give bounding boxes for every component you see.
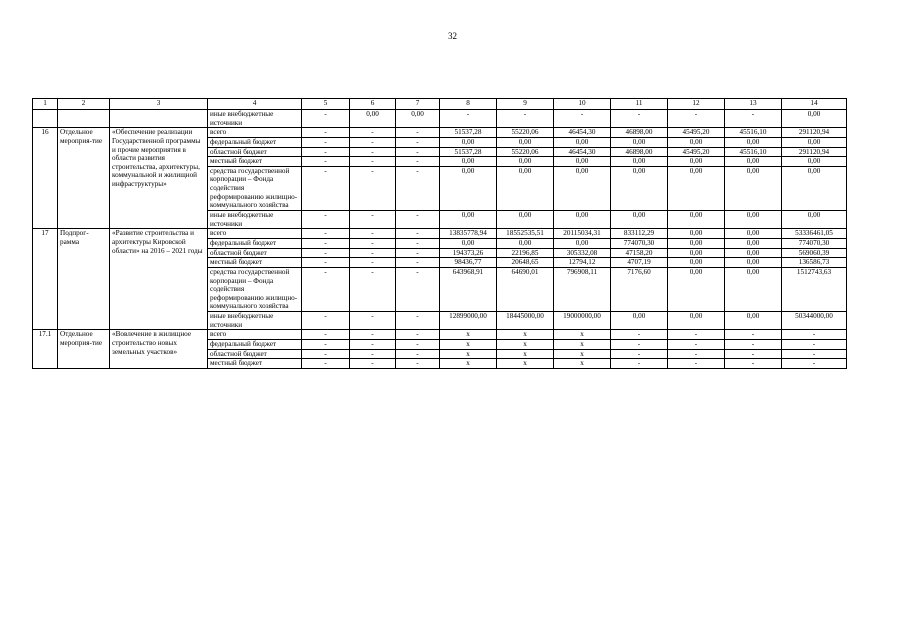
funding-source-cell: всего bbox=[208, 330, 302, 340]
value-cell: 98436,77 bbox=[440, 258, 497, 268]
value-cell: - bbox=[396, 340, 440, 350]
value-cell: 0,00 bbox=[782, 137, 847, 147]
value-cell: 0,00 bbox=[554, 211, 611, 229]
value-cell: 55220,06 bbox=[497, 147, 554, 157]
value-cell: - bbox=[302, 330, 350, 340]
value-cell: - bbox=[350, 128, 396, 138]
value-cell: - bbox=[302, 349, 350, 359]
value-cell: 0,00 bbox=[440, 238, 497, 248]
value-cell: 0,00 bbox=[611, 211, 668, 229]
funding-source-cell: иные внебюджетные источники bbox=[208, 312, 302, 330]
value-cell: 46898,00 bbox=[611, 147, 668, 157]
value-cell: x bbox=[554, 359, 611, 369]
value-cell: - bbox=[350, 248, 396, 258]
value-cell: x bbox=[440, 349, 497, 359]
value-cell: - bbox=[302, 248, 350, 258]
value-cell: - bbox=[350, 359, 396, 369]
value-cell: 0,00 bbox=[668, 229, 725, 239]
value-cell: 0,00 bbox=[668, 267, 725, 311]
funding-source-cell: иные внебюджетные источники bbox=[208, 211, 302, 229]
value-cell: - bbox=[725, 110, 782, 128]
value-cell: 0,00 bbox=[440, 166, 497, 210]
value-cell: 305332,08 bbox=[554, 248, 611, 258]
value-cell: 0,00 bbox=[440, 137, 497, 147]
value-cell: - bbox=[725, 359, 782, 369]
value-cell: 0,00 bbox=[668, 248, 725, 258]
value-cell: - bbox=[782, 349, 847, 359]
value-cell: - bbox=[396, 238, 440, 248]
value-cell: 22196,85 bbox=[497, 248, 554, 258]
value-cell: 0,00 bbox=[668, 137, 725, 147]
value-cell: 0,00 bbox=[611, 166, 668, 210]
value-cell: 18552535,51 bbox=[497, 229, 554, 239]
value-cell: - bbox=[350, 258, 396, 268]
value-cell: 51537,28 bbox=[440, 147, 497, 157]
value-cell: - bbox=[725, 349, 782, 359]
value-cell: - bbox=[611, 340, 668, 350]
value-cell: - bbox=[668, 110, 725, 128]
value-cell: 0,00 bbox=[725, 312, 782, 330]
value-cell: 18445000,00 bbox=[497, 312, 554, 330]
funding-source-cell: областной бюджет bbox=[208, 248, 302, 258]
event-type-cell: Отдельное мероприя-тие bbox=[58, 330, 110, 369]
value-cell: - bbox=[396, 359, 440, 369]
value-cell: - bbox=[782, 340, 847, 350]
value-cell: - bbox=[302, 340, 350, 350]
funding-source-cell: областной бюджет bbox=[208, 147, 302, 157]
value-cell: - bbox=[396, 248, 440, 258]
value-cell: - bbox=[396, 258, 440, 268]
column-header: 6 bbox=[350, 99, 396, 110]
table-row bbox=[33, 110, 847, 128]
value-cell: 0,00 bbox=[497, 211, 554, 229]
value-cell: 0,00 bbox=[725, 229, 782, 239]
value-cell: 0,00 bbox=[782, 157, 847, 167]
column-header: 12 bbox=[668, 99, 725, 110]
value-cell: 0,00 bbox=[725, 166, 782, 210]
row-number-cell: 17 bbox=[33, 229, 58, 330]
column-header: 3 bbox=[110, 99, 208, 110]
value-cell: 774070,30 bbox=[611, 238, 668, 248]
event-type-cell: Подпрог-рамма bbox=[58, 229, 110, 330]
funding-source-cell: местный бюджет bbox=[208, 359, 302, 369]
value-cell: - bbox=[396, 330, 440, 340]
value-cell: 0,00 bbox=[725, 267, 782, 311]
value-cell: 0,00 bbox=[554, 137, 611, 147]
value-cell: - bbox=[396, 312, 440, 330]
event-name-cell: «Развитие строительства и архитектуры Кировской области» на 2016 – 2021 годы bbox=[110, 229, 208, 330]
value-cell: 1512743,63 bbox=[782, 267, 847, 311]
value-cell: 19000000,00 bbox=[554, 312, 611, 330]
budget-table bbox=[32, 98, 847, 369]
value-cell: - bbox=[497, 110, 554, 128]
value-cell: 0,00 bbox=[497, 166, 554, 210]
value-cell: - bbox=[350, 330, 396, 340]
value-cell: 46898,00 bbox=[611, 128, 668, 138]
column-header: 9 bbox=[497, 99, 554, 110]
value-cell: 45516,10 bbox=[725, 128, 782, 138]
value-cell: 0,00 bbox=[611, 157, 668, 167]
value-cell: 774070,30 bbox=[782, 238, 847, 248]
funding-source-cell: средства государственной корпорации – Фонда содействия реформированию жилищно-коммунального хозяйства bbox=[208, 166, 302, 210]
value-cell: 46454,30 bbox=[554, 128, 611, 138]
value-cell: x bbox=[497, 340, 554, 350]
column-header: 10 bbox=[554, 99, 611, 110]
value-cell: 0,00 bbox=[725, 211, 782, 229]
column-header: 2 bbox=[58, 99, 110, 110]
value-cell: 0,00 bbox=[497, 157, 554, 167]
value-cell: 64690,01 bbox=[497, 267, 554, 311]
value-cell: 0,00 bbox=[554, 166, 611, 210]
value-cell: - bbox=[350, 340, 396, 350]
value-cell: 0,00 bbox=[782, 166, 847, 210]
value-cell: 0,00 bbox=[668, 258, 725, 268]
funding-source-cell: федеральный бюджет bbox=[208, 340, 302, 350]
value-cell: - bbox=[396, 137, 440, 147]
value-cell: 0,00 bbox=[497, 238, 554, 248]
value-cell: - bbox=[725, 330, 782, 340]
value-cell: x bbox=[497, 349, 554, 359]
value-cell: 7176,60 bbox=[611, 267, 668, 311]
value-cell: - bbox=[302, 128, 350, 138]
value-cell: - bbox=[782, 359, 847, 369]
value-cell: 0,00 bbox=[782, 110, 847, 128]
value-cell: 45495,20 bbox=[668, 147, 725, 157]
value-cell: 0,00 bbox=[668, 238, 725, 248]
table-row bbox=[33, 229, 847, 239]
funding-source-cell: всего bbox=[208, 128, 302, 138]
value-cell: - bbox=[554, 110, 611, 128]
funding-source-cell: местный бюджет bbox=[208, 157, 302, 167]
value-cell: 0,00 bbox=[668, 211, 725, 229]
value-cell: 291120,94 bbox=[782, 128, 847, 138]
value-cell: 291120,94 bbox=[782, 147, 847, 157]
value-cell: 0,00 bbox=[725, 238, 782, 248]
value-cell: 45495,20 bbox=[668, 128, 725, 138]
value-cell: - bbox=[302, 229, 350, 239]
value-cell: x bbox=[497, 330, 554, 340]
value-cell: 0,00 bbox=[396, 110, 440, 128]
value-cell: - bbox=[350, 137, 396, 147]
value-cell: 0,00 bbox=[782, 211, 847, 229]
funding-source-cell: иные внебюджетные источники bbox=[208, 110, 302, 128]
value-cell: - bbox=[440, 110, 497, 128]
value-cell: 50344000,00 bbox=[782, 312, 847, 330]
value-cell: 0,00 bbox=[554, 157, 611, 167]
value-cell: 0,00 bbox=[668, 166, 725, 210]
table-row bbox=[33, 128, 847, 138]
value-cell: 0,00 bbox=[725, 137, 782, 147]
value-cell: 643968,91 bbox=[440, 267, 497, 311]
event-type-cell bbox=[58, 110, 110, 128]
value-cell: 12794,12 bbox=[554, 258, 611, 268]
table-row bbox=[33, 330, 847, 340]
value-cell: 20648,65 bbox=[497, 258, 554, 268]
value-cell: x bbox=[440, 330, 497, 340]
value-cell: - bbox=[611, 349, 668, 359]
value-cell: - bbox=[350, 238, 396, 248]
value-cell: x bbox=[554, 340, 611, 350]
value-cell: 0,00 bbox=[440, 211, 497, 229]
value-cell: - bbox=[302, 157, 350, 167]
value-cell: 13835778,94 bbox=[440, 229, 497, 239]
value-cell: x bbox=[440, 359, 497, 369]
value-cell: - bbox=[668, 340, 725, 350]
value-cell: 0,00 bbox=[440, 157, 497, 167]
value-cell: - bbox=[396, 147, 440, 157]
value-cell: - bbox=[302, 147, 350, 157]
value-cell: 0,00 bbox=[554, 238, 611, 248]
value-cell: - bbox=[611, 359, 668, 369]
value-cell: 47158,20 bbox=[611, 248, 668, 258]
value-cell: 0,00 bbox=[725, 258, 782, 268]
value-cell: x bbox=[440, 340, 497, 350]
event-name-cell: «Обеспечение реализации Государственной программы и прочие мероприятия в области развития строительства, архитектуры, коммунальной и жилищной инфраструктуры» bbox=[110, 128, 208, 229]
value-cell: 4707,19 bbox=[611, 258, 668, 268]
value-cell: - bbox=[668, 359, 725, 369]
value-cell: 53336461,05 bbox=[782, 229, 847, 239]
funding-source-cell: средства государственной корпорации – Фонда содействия реформированию жилищно-коммунального хозяйства bbox=[208, 267, 302, 311]
row-number-cell bbox=[33, 110, 58, 128]
value-cell: 0,00 bbox=[668, 312, 725, 330]
funding-source-cell: федеральный бюджет bbox=[208, 137, 302, 147]
value-cell: - bbox=[302, 238, 350, 248]
event-type-cell: Отдельное мероприя-тие bbox=[58, 128, 110, 229]
value-cell: 0,00 bbox=[611, 137, 668, 147]
value-cell: - bbox=[668, 330, 725, 340]
value-cell: x bbox=[554, 330, 611, 340]
value-cell: 0,00 bbox=[611, 312, 668, 330]
row-number-cell: 16 bbox=[33, 128, 58, 229]
value-cell: 0,00 bbox=[350, 110, 396, 128]
value-cell: - bbox=[396, 267, 440, 311]
value-cell: 569060,39 bbox=[782, 248, 847, 258]
value-cell: 833112,29 bbox=[611, 229, 668, 239]
value-cell: - bbox=[302, 312, 350, 330]
value-cell: - bbox=[302, 258, 350, 268]
column-header: 1 bbox=[33, 99, 58, 110]
value-cell: - bbox=[350, 349, 396, 359]
funding-source-cell: федеральный бюджет bbox=[208, 238, 302, 248]
value-cell: - bbox=[350, 267, 396, 311]
value-cell: 46454,30 bbox=[554, 147, 611, 157]
value-cell: - bbox=[350, 157, 396, 167]
value-cell: - bbox=[350, 147, 396, 157]
value-cell: - bbox=[302, 137, 350, 147]
funding-source-cell: местный бюджет bbox=[208, 258, 302, 268]
value-cell: x bbox=[497, 359, 554, 369]
value-cell: - bbox=[350, 312, 396, 330]
column-header: 5 bbox=[302, 99, 350, 110]
value-cell: 0,00 bbox=[725, 248, 782, 258]
event-name-cell bbox=[110, 110, 208, 128]
value-cell: - bbox=[396, 166, 440, 210]
value-cell: 0,00 bbox=[725, 157, 782, 167]
column-header: 14 bbox=[782, 99, 847, 110]
value-cell: - bbox=[302, 110, 350, 128]
column-header: 13 bbox=[725, 99, 782, 110]
page-number: 32 bbox=[448, 31, 457, 41]
value-cell: - bbox=[350, 166, 396, 210]
value-cell: 0,00 bbox=[668, 157, 725, 167]
value-cell: - bbox=[396, 128, 440, 138]
column-header: 7 bbox=[396, 99, 440, 110]
funding-source-cell: областной бюджет bbox=[208, 349, 302, 359]
value-cell: - bbox=[611, 110, 668, 128]
value-cell: 0,00 bbox=[497, 137, 554, 147]
event-name-cell: «Вовлечение в жилищное строительство новых земельных участков» bbox=[110, 330, 208, 369]
value-cell: - bbox=[725, 340, 782, 350]
value-cell: - bbox=[782, 330, 847, 340]
value-cell: 194373,26 bbox=[440, 248, 497, 258]
value-cell: - bbox=[396, 157, 440, 167]
value-cell: - bbox=[302, 166, 350, 210]
value-cell: 55220,06 bbox=[497, 128, 554, 138]
column-header: 4 bbox=[208, 99, 302, 110]
value-cell: - bbox=[668, 349, 725, 359]
value-cell: 51537,28 bbox=[440, 128, 497, 138]
header-row bbox=[33, 99, 847, 110]
value-cell: - bbox=[611, 330, 668, 340]
value-cell: 20115034,31 bbox=[554, 229, 611, 239]
value-cell: 12899000,00 bbox=[440, 312, 497, 330]
value-cell: - bbox=[302, 211, 350, 229]
value-cell: - bbox=[302, 267, 350, 311]
value-cell: - bbox=[396, 349, 440, 359]
value-cell: - bbox=[302, 359, 350, 369]
value-cell: 45516,10 bbox=[725, 147, 782, 157]
value-cell: - bbox=[396, 229, 440, 239]
value-cell: - bbox=[396, 211, 440, 229]
column-header: 8 bbox=[440, 99, 497, 110]
value-cell: 796908,11 bbox=[554, 267, 611, 311]
funding-source-cell: всего bbox=[208, 229, 302, 239]
value-cell: x bbox=[554, 349, 611, 359]
value-cell: - bbox=[350, 229, 396, 239]
row-number-cell: 17.1 bbox=[33, 330, 58, 369]
value-cell: - bbox=[350, 211, 396, 229]
column-header: 11 bbox=[611, 99, 668, 110]
value-cell: 136586,73 bbox=[782, 258, 847, 268]
